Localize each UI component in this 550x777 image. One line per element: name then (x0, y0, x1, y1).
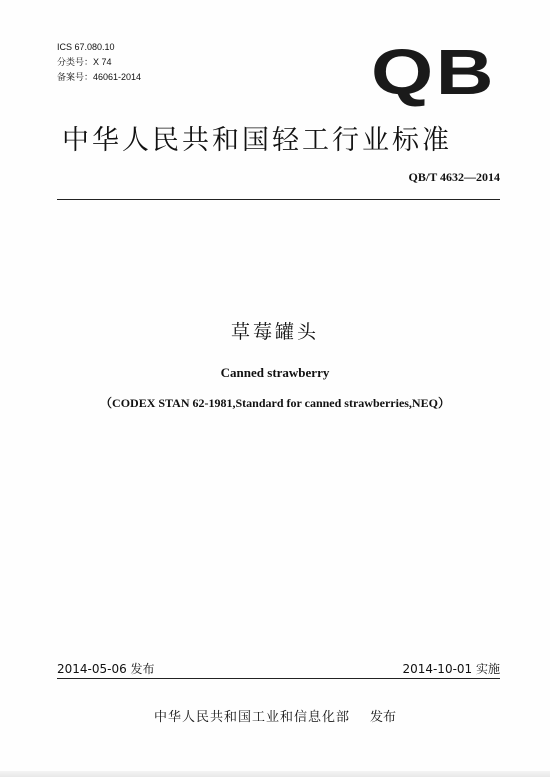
top-divider (57, 199, 500, 200)
standard-title: 中华人民共和国轻工行业标准 (62, 125, 452, 156)
publisher-action: 发布 (370, 710, 397, 725)
ics-code: ICS 67.080.10 (57, 42, 115, 52)
standard-code (409, 170, 500, 185)
document-title-cn: 草莓罐头 (230, 321, 319, 343)
standard-code-text: QB/T 4632—2014 (408, 170, 500, 184)
document-title-en: Canned strawberry (220, 365, 330, 380)
scan-edge (0, 771, 550, 777)
issue-date: 2014-05-06 发布 (57, 662, 155, 676)
category-code: 分类号：X 74 (57, 57, 112, 67)
qb-logo: QB (371, 36, 496, 108)
record-number: 备案号：46061-2014 (57, 72, 142, 82)
publisher-line (0, 706, 550, 725)
implementation-date: 2014-10-01 实施 (402, 662, 500, 676)
classification-block (57, 40, 141, 85)
codex-reference: （CODEX STAN 62-1981,Standard for canned strawberries,NEQ） (100, 396, 450, 410)
publisher-org: 中华人民共和国工业和信息化部 (153, 710, 350, 725)
bottom-divider (57, 678, 500, 679)
